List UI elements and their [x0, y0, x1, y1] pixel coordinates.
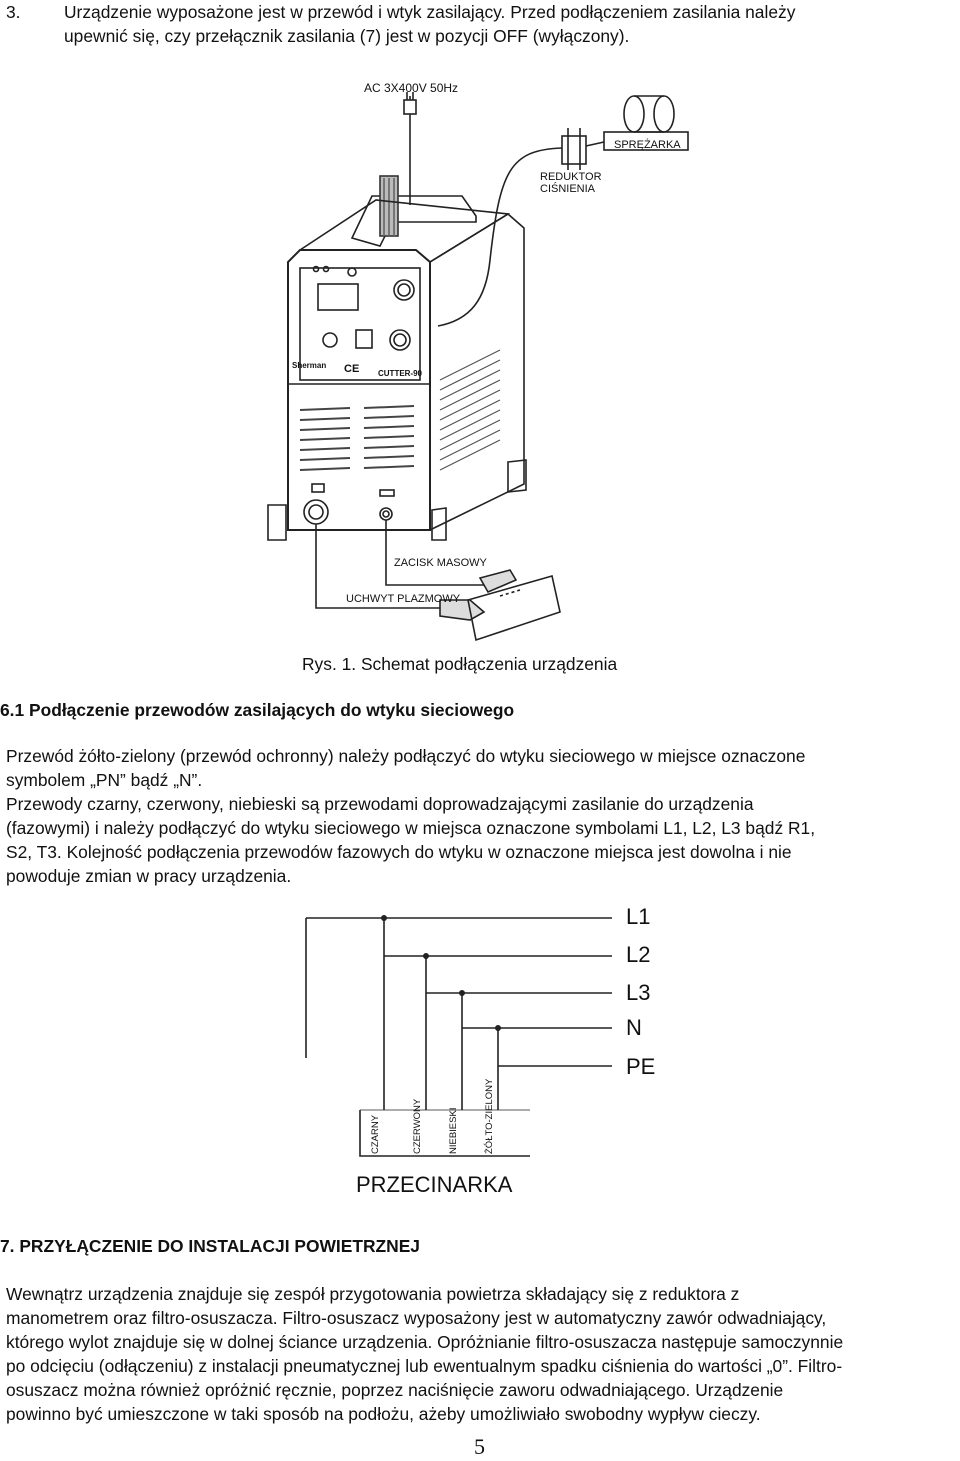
terminal-label-PE: PE	[626, 1054, 656, 1079]
connection-schematic-figure	[0, 0, 960, 660]
section-6-1-heading: 6.1 Podłączenie przewodów zasilających do wtyku sieciowego	[0, 700, 515, 720]
section-6-1-p1-line-1: Przewód żółto-zielony (przewód ochronny) należy podłączyć do wtyku sieciowego w miejsce oznaczone	[6, 746, 806, 766]
figure-caption: Rys. 1. Schemat podłączenia urządzenia	[302, 654, 618, 674]
section-7-line-5: osuszacz można również opróżnić ręcznie, poprzez naciśnięcie zaworu odwadniającego. Urządzenie	[6, 1380, 784, 1400]
wire-label-yellow-green: ŻÓŁTO-ZIELONY	[484, 1078, 495, 1154]
terminal-label-L2: L2	[626, 942, 651, 967]
wire-label-blue: NIEBIESKI	[448, 1107, 459, 1154]
section-7-heading: 7. PRZYŁĄCZENIE DO INSTALACJI POWIETRZNEJ	[0, 1236, 420, 1256]
reducer-label-line-2: CIŚNIENIA	[540, 183, 596, 195]
ce-label: CE	[344, 363, 360, 375]
section-6-1-p2-line-2: (fazowymi) i należy podłączyć do wtyku sieciowego w miejsca oznaczone symbolami L1, L2, L3 bądź R1,	[6, 818, 816, 838]
reducer-label-line-1: REDUKTOR	[540, 171, 602, 183]
intro-line-2: upewnić się, czy przełącznik zasilania (7) jest w pozycji OFF (wyłączony).	[64, 26, 630, 46]
model-label: CUTTER-90	[378, 369, 423, 378]
section-7-line-2: manometrem oraz filtro-osuszacza. Filtro-osuszacz wyposażony jest w automatyczny zawór odwadniający,	[6, 1308, 827, 1328]
terminal-label-L1: L1	[626, 904, 651, 929]
brand-label: Sherman	[292, 361, 327, 370]
plasma-torch-label: UCHWYT PLAZMOWY	[346, 593, 461, 605]
wiring-diagram	[0, 890, 960, 1220]
section-7-line-1: Wewnątrz urządzenia znajduje się zespół przygotowania powietrza składający się z reduktora z	[6, 1284, 740, 1304]
ground-clamp-label: ZACISK MASOWY	[394, 557, 487, 569]
terminal-label-L3: L3	[626, 980, 651, 1005]
compressor-label: SPRĘŻARKA	[614, 139, 681, 151]
section-6-1-p2-line-3: S2, T3. Kolejność podłączenia przewodów fazowych do wtyku w oznaczone miejsca jest dowolna i nie	[6, 842, 792, 862]
device-label: PRZECINARKA	[356, 1172, 513, 1197]
section-6-1-p1-line-2: symbolem „PN” bądź „N”.	[6, 770, 203, 790]
section-7-line-4: po odcięciu (odłączeniu) z instalacji pneumatycznej lub ewentualnym spadku ciśnienia do wartości „0”. Filtro-	[6, 1356, 843, 1376]
page-number: 5	[474, 1434, 485, 1459]
section-7-line-6: powinno być umieszczone w taki sposób na podłożu, ażeby umożliwiało swobodny wypływ cieczy.	[6, 1404, 761, 1424]
terminal-label-N: N	[626, 1015, 642, 1040]
power-supply-label: AC 3X400V 50Hz	[364, 81, 459, 95]
intro-line-1: Urządzenie wyposażone jest w przewód i wtyk zasilający. Przed podłączeniem zasilania należy	[64, 2, 796, 22]
section-7-line-3: którego wylot znajduje się w dolnej ściance urządzenia. Opróżnianie filtro-osuszacza następuje samoczynnie	[6, 1332, 844, 1352]
wire-label-red: CZERWONY	[412, 1098, 423, 1154]
section-6-1-p2-line-1: Przewody czarny, czerwony, niebieski są przewodami doprowadzającymi zasilanie do urządzenia	[6, 794, 754, 814]
section-6-1-p2-line-4: powoduje zmian w pracy urządzenia.	[6, 866, 292, 886]
intro-number: 3.	[6, 2, 21, 22]
wire-label-black: CZARNY	[370, 1114, 381, 1154]
